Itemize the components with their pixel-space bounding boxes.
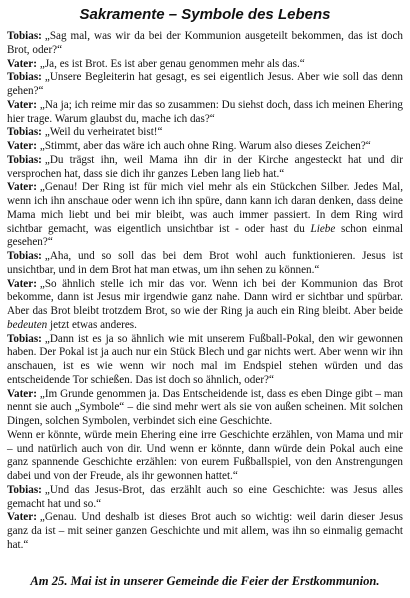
speaker-label: Tobias: <box>7 153 42 166</box>
dialogue-turn <box>7 278 403 333</box>
speaker-label: Vater: <box>7 140 37 152</box>
dialogue-text-after: schon einmal gesehen?“ <box>7 222 403 249</box>
dialogue-turn <box>7 388 403 429</box>
speaker-label: Tobias: <box>7 250 42 262</box>
dialogue-text: „Ja, es ist Brot. Es ist aber genau genommen mehr als das.“ <box>39 57 305 70</box>
dialogue-text-after: jetzt etwas anderes. <box>47 318 137 331</box>
dialogue-text: „Sag mal, was wir da bei der Kommunion ausgeteilt bekommen, das ist doch Brot, oder?“ <box>7 30 403 56</box>
dialogue-turn <box>7 58 403 72</box>
emphasis-text: bedeuten <box>7 318 48 331</box>
dialogue-text: „Na ja; ich reime mir das so zusammen: Du siehst doch, dass ich meinen Ehering hier trage. Warum glaubst du, mache ich das?“ <box>7 98 403 125</box>
speaker-label: Vater: <box>7 511 37 524</box>
dialogue-text: „So ähnlich stelle ich mir das vor. Wenn ich bei der Kommunion das Brot bekomme, dann ist Jesus mir irgendwie ganz nahe. Dann wird er sichtbar und spürbar. Aber das Brot bleibt trotzdem Brot, so wie der Ring ja auch ein Ring bleibt. Aber beide <box>7 277 403 317</box>
dialogue-text: „Du trägst ihn, weil Mama ihn dir in der Kirche angesteckt hat und dir versprochen hat, dass sie dich ihr ganzes Leben lang lieb hat.“ <box>7 153 403 180</box>
dialogue-text: „Und das Jesus-Brot, das erzählt auch so eine Geschichte: was Jesus alles gemacht hat und so.“ <box>7 483 403 510</box>
speaker-label: Vater: <box>7 181 37 194</box>
speaker-label: Tobias: <box>7 332 42 345</box>
emphasis-text: Liebe <box>310 222 336 235</box>
speaker-label: Tobias: <box>7 126 42 139</box>
dialogue-text: „Unsere Begleiterin hat gesagt, es sei eigentlich Jesus. Aber wie soll das denn gehen?“ <box>7 71 403 97</box>
dialogue-turn <box>7 71 403 99</box>
dialogue-text: „Weil du verheiratet bist!“ <box>44 126 163 139</box>
dialogue-body <box>7 30 403 553</box>
dialogue-text: „Dann ist es ja so ähnlich wie mit unserem Fußball-Pokal, den wir gewonnen haben. Der Pokal ist ja auch nur ein Stück Blech und gar nichts wert. Aber wenn wir ihn anschauen, ist es wie wenn wir noch mal im Endspiel stehen würden und das entscheidende Tor schießen. Das ist doch so ähnlich, oder?“ <box>7 332 403 386</box>
dialogue-turn <box>7 154 403 182</box>
dialogue-turn <box>7 30 403 58</box>
dialogue-paragraph <box>7 429 403 484</box>
dialogue-turn <box>7 140 403 154</box>
speaker-label: Tobias: <box>7 71 42 84</box>
speaker-label: Tobias: <box>7 483 42 496</box>
dialogue-text: „Aha, und so soll das bei dem Brot wohl auch funktionieren. Jesus ist unsichtbar, und in dem Brot hat man etwas, um ihn sehen zu können.“ <box>7 250 403 276</box>
speaker-label: Tobias: <box>7 30 42 42</box>
dialogue-turn <box>7 511 403 552</box>
dialogue-turn <box>7 250 403 278</box>
dialogue-text: „Genau. Und deshalb ist dieses Brot auch so wichtig: weil darin dieser Jesus ganz da ist – mit seiner ganzen Geschichte und mit allem, was ihn so einmalig gemacht hat.“ <box>7 511 403 551</box>
speaker-label: Vater: <box>7 98 37 111</box>
dialogue-text: Wenn er könnte, würde mein Ehering eine irre Geschichte erzählen, von Mama und mir – und natürlich auch von dir. Und wenn er könnte, dann würde dein Pokal auch eine ganz spannende Geschichte erzählen: von eurem Fußballspiel, von den Anstrengungen dabei und von der Freude, als ihr gewonnen hattet.“ <box>7 428 403 482</box>
dialogue-text: „Im Grunde genommen ja. Das Entscheidende ist, dass es eben Dinge gibt – man nennt sie auch „Symbole“ – die sind mehr wert als sie von außen scheinen. Mit solchen Dingen, solchen Symbolen, verbindet sich eine Geschichte. <box>7 387 403 427</box>
dialogue-text: „Genau! Der Ring ist für mich viel mehr als ein Stückchen Silber. Jedes Mal, wenn ich ihn anschaue oder wenn ich ihn spüre, dann kann ich daran denken, dass deine Mama mich liebt und bei mir bleibt, was auch immer passiert. In dem Ring wird sichtbar gemacht, was eigentlich unsichtbar ist - oder hast du <box>7 181 403 235</box>
page-title: Sakramente – Symbole des Lebens <box>79 6 331 23</box>
speaker-label: Vater: <box>7 277 37 290</box>
dialogue-turn <box>7 333 403 388</box>
speaker-label: Vater: <box>7 387 37 400</box>
speaker-label: Vater: <box>7 57 37 70</box>
dialogue-text: „Stimmt, aber das wäre ich auch ohne Ring. Warum also dieses Zeichen?“ <box>39 140 371 152</box>
dialogue-turn <box>7 181 403 250</box>
dialogue-turn <box>7 484 403 512</box>
dialogue-turn <box>7 99 403 127</box>
dialogue-turn <box>7 126 403 140</box>
footer-announcement: Am 25. Mai ist in unserer Gemeinde die Feier der Erstkommunion. <box>30 574 380 588</box>
